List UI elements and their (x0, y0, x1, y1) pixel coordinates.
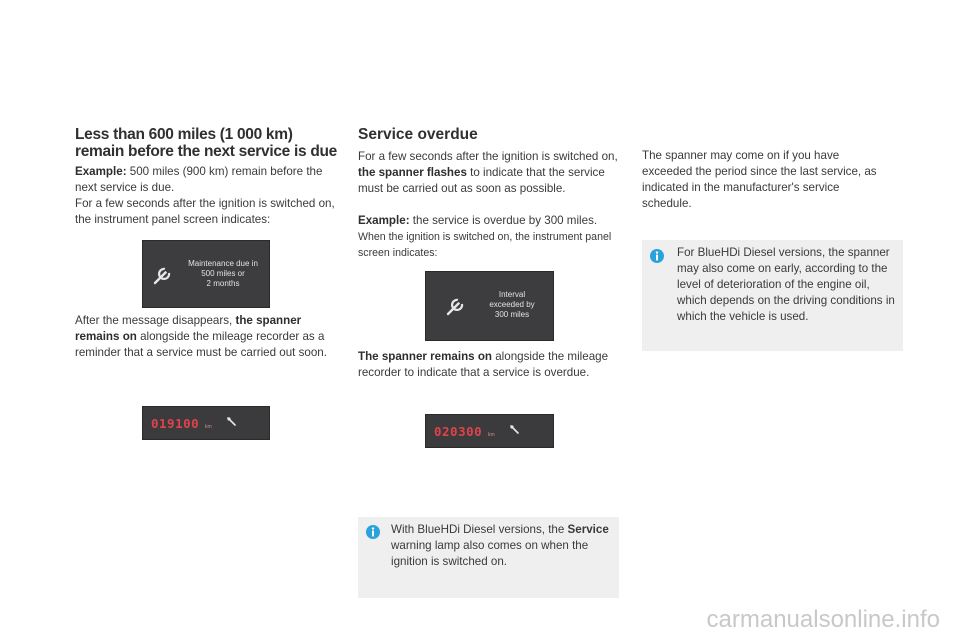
after-bold: the spanner remains on (75, 314, 302, 343)
heading-line-2: remain before the next service is due (75, 143, 337, 160)
left-ignition-paragraph: For a few seconds after the ignition is switched on, the instrument panel screen indicates: (75, 197, 335, 226)
left-after-message-paragraph (75, 313, 337, 361)
section-heading-service-overdue: Service overdue (358, 126, 478, 143)
info-box-text: For BlueHDi Diesel versions, the spanner may also come on early, according to the level of deterioration of the engine oil, which depends on the driving conditions in which the vehicle is used. (677, 246, 895, 323)
remains-bold: The spanner remains on (358, 350, 493, 363)
after-pre: After the message disappears, (75, 314, 236, 327)
wrench-icon (151, 261, 177, 287)
screen-line-1: Interval (498, 290, 526, 299)
wrench-icon (227, 417, 237, 427)
para1-post: to indicate that the service must be carried out as soon as possible. (358, 166, 605, 195)
info-icon (366, 525, 380, 539)
example-text: the service is overdue by 300 miles. (409, 214, 598, 227)
info-post: warning lamp also comes on when the ignition is switched on. (391, 539, 589, 568)
info-box-early-spanner (642, 240, 903, 351)
odometer-digits: 020300 (434, 424, 483, 439)
remains-post: alongside the mileage recorder to indicate that a service is overdue. (358, 350, 609, 379)
info-box-text (391, 522, 613, 570)
screen-line-3: 300 miles (494, 310, 530, 319)
info-icon (650, 249, 664, 263)
para1-bold: the spanner flashes (358, 166, 467, 179)
watermark: carmanualsonline.info (706, 606, 940, 633)
info-pre: With BlueHDi Diesel versions, the (391, 523, 568, 536)
middle-spanner-remains-paragraph (358, 349, 620, 381)
info-bold: Service (567, 523, 609, 536)
after-post: alongside the mileage recorder as a reminder that a service must be carried out soon. (75, 330, 327, 359)
odometer-display-left (142, 406, 270, 440)
odometer-display-middle (425, 414, 554, 448)
wrench-icon (510, 425, 520, 435)
screen-line-2: 500 miles or (201, 269, 245, 278)
wrench-icon (444, 292, 470, 318)
section-heading-less-than-600-miles (75, 126, 350, 160)
odometer-unit: km (488, 432, 495, 438)
middle-spanner-flashes-paragraph (358, 149, 620, 197)
screen-line-2: exceeded by (489, 300, 535, 309)
maintenance-due-screen (142, 240, 270, 308)
left-example-paragraph (75, 164, 337, 196)
odometer-unit: km (205, 424, 212, 430)
screen-line-3: 2 months (206, 279, 240, 288)
example-text: 500 miles (900 km) remain before the next service is due. (75, 165, 323, 194)
interval-exceeded-screen (425, 271, 554, 341)
middle-ignition-paragraph: When the ignition is switched on, the instrument panel screen indicates: (358, 231, 612, 259)
para1-pre: For a few seconds after the ignition is switched on, (358, 150, 618, 163)
example-label: Example: (75, 165, 127, 178)
right-spanner-paragraph: The spanner may come on if you have exceeded the period since the last service, as indicated in the manufacturer's service schedule. (642, 149, 877, 210)
example-label: Example: (358, 214, 410, 227)
info-box-service-lamp (358, 517, 619, 598)
middle-example-paragraph (358, 213, 620, 229)
heading-line-1: Less than 600 miles (1 000 km) (75, 126, 293, 143)
odometer-digits: 019100 (151, 416, 200, 431)
screen-line-1: Maintenance due in (188, 259, 258, 268)
